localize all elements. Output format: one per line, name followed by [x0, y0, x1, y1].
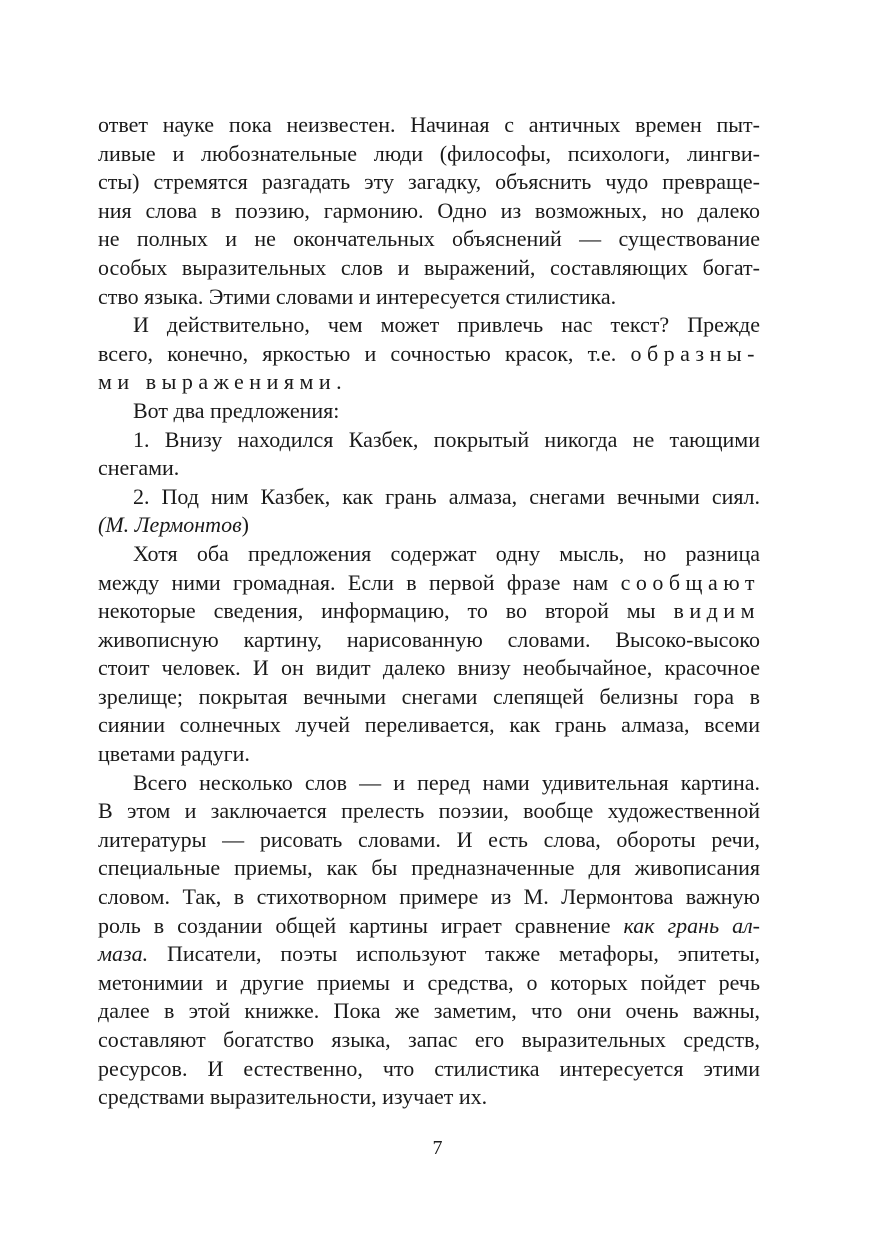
text-line: средствами выразительности, изучает их.	[98, 1084, 488, 1110]
text-line: далее в этой книжке. Пока же заметим, что они очень важны,	[98, 998, 760, 1024]
text-line: ресурсов. И естественно, что стилистика интересуется этими	[98, 1055, 760, 1081]
text-line: ливые и любознательные люди (философы, психологи, лингви-	[98, 140, 760, 166]
text-line: Вот два предложения:	[133, 397, 340, 423]
text-line: словом. Так, в стихотворном примере из М. Лермонтова важную	[98, 884, 760, 910]
text-line: сиянии солнечных лучей переливается, как грань алмаза, всеми	[98, 712, 760, 738]
text-line	[98, 511, 760, 540]
text-line: специальные приемы, как бы предназначенные для живописания	[98, 855, 760, 881]
spaced-emphasis: видим	[673, 598, 760, 624]
paragraph	[98, 311, 760, 397]
text-run: всего, конечно, яркостью и сочностью красок, т.е.	[98, 340, 631, 366]
text-run: между ними громадная. Если в первой фразе нам	[98, 569, 621, 595]
text-run: роль в создании общей картины играет сравнение	[98, 912, 624, 938]
citation-author: (М. Лермонтов	[98, 512, 242, 538]
italic-example: маза.	[98, 941, 149, 967]
text-run: Писатели, поэты используют также метафоры, эпитеты,	[148, 941, 760, 967]
text-line: 2. Под ним Казбек, как грань алмаза, снегами вечными сиял.	[133, 483, 760, 509]
text-line: метонимии и другие приемы и средства, о которых пойдет речь	[98, 969, 760, 995]
paragraph	[98, 426, 760, 483]
text-line: составляют богатство языка, запас его выразительных средств,	[98, 1027, 760, 1052]
text-line: В этом и заключается прелесть поэзии, вообще художественной	[98, 798, 760, 824]
text-line: Хотя оба предложения содержат одну мысль, но разница	[133, 540, 760, 566]
text-run: некоторые сведения, информацию, то во второй мы	[98, 598, 674, 624]
text-line: 1. Внизу находился Казбек, покрытый никогда не тающими	[133, 426, 760, 452]
page-number: 7	[432, 1137, 443, 1159]
text-line: сты) стремятся разгадать эту загадку, объяснить чудо превраще-	[98, 169, 760, 195]
text-run: .	[336, 369, 342, 395]
text-line	[98, 912, 760, 941]
spaced-emphasis: образны-	[630, 340, 760, 366]
text-line: зрелище; покрытая вечными снегами слепящей белизны гора в	[98, 683, 760, 709]
text-line: цветами радуги.	[98, 741, 250, 767]
text-line: Всего несколько слов — и перед нами удивительная картина.	[133, 769, 760, 795]
page-body	[98, 111, 760, 1112]
text-line: живописную картину, нарисованную словами. Высоко-высоко	[98, 626, 760, 652]
spaced-emphasis: сообщают	[620, 569, 760, 595]
text-line: ство языка. Этими словами и интересуется стилистика.	[98, 283, 617, 309]
text-line	[98, 368, 760, 397]
text-line	[98, 569, 760, 598]
spaced-emphasis: ми выражениями	[98, 369, 337, 395]
text-line: не полных и не окончательных объяснений — существование	[98, 226, 760, 252]
paragraph	[98, 397, 760, 426]
text-line: стоит человек. И он видит далеко внизу необычайное, красочное	[98, 655, 760, 681]
paragraph	[98, 540, 760, 769]
text-line: литературы — рисовать словами. И есть слова, обороты речи,	[98, 826, 760, 852]
text-line: особых выразительных слов и выражений, составляющих богат-	[98, 254, 760, 280]
text-line: И действительно, чем может привлечь нас текст? Прежде	[133, 312, 760, 338]
italic-example: как грань ал-	[623, 912, 760, 938]
text-line: ответ науке пока неизвестен. Начиная с античных времен пыт-	[98, 112, 760, 137]
text-line	[98, 940, 760, 969]
text-line: ния слова в поэзию, гармонию. Одно из возможных, но далеко	[98, 197, 760, 223]
text-run: )	[241, 512, 249, 538]
text-line: снегами.	[98, 455, 180, 481]
paragraph	[98, 483, 760, 540]
paragraph	[98, 111, 760, 311]
text-line	[98, 340, 760, 369]
text-line	[98, 597, 760, 626]
paragraph	[98, 769, 760, 1112]
